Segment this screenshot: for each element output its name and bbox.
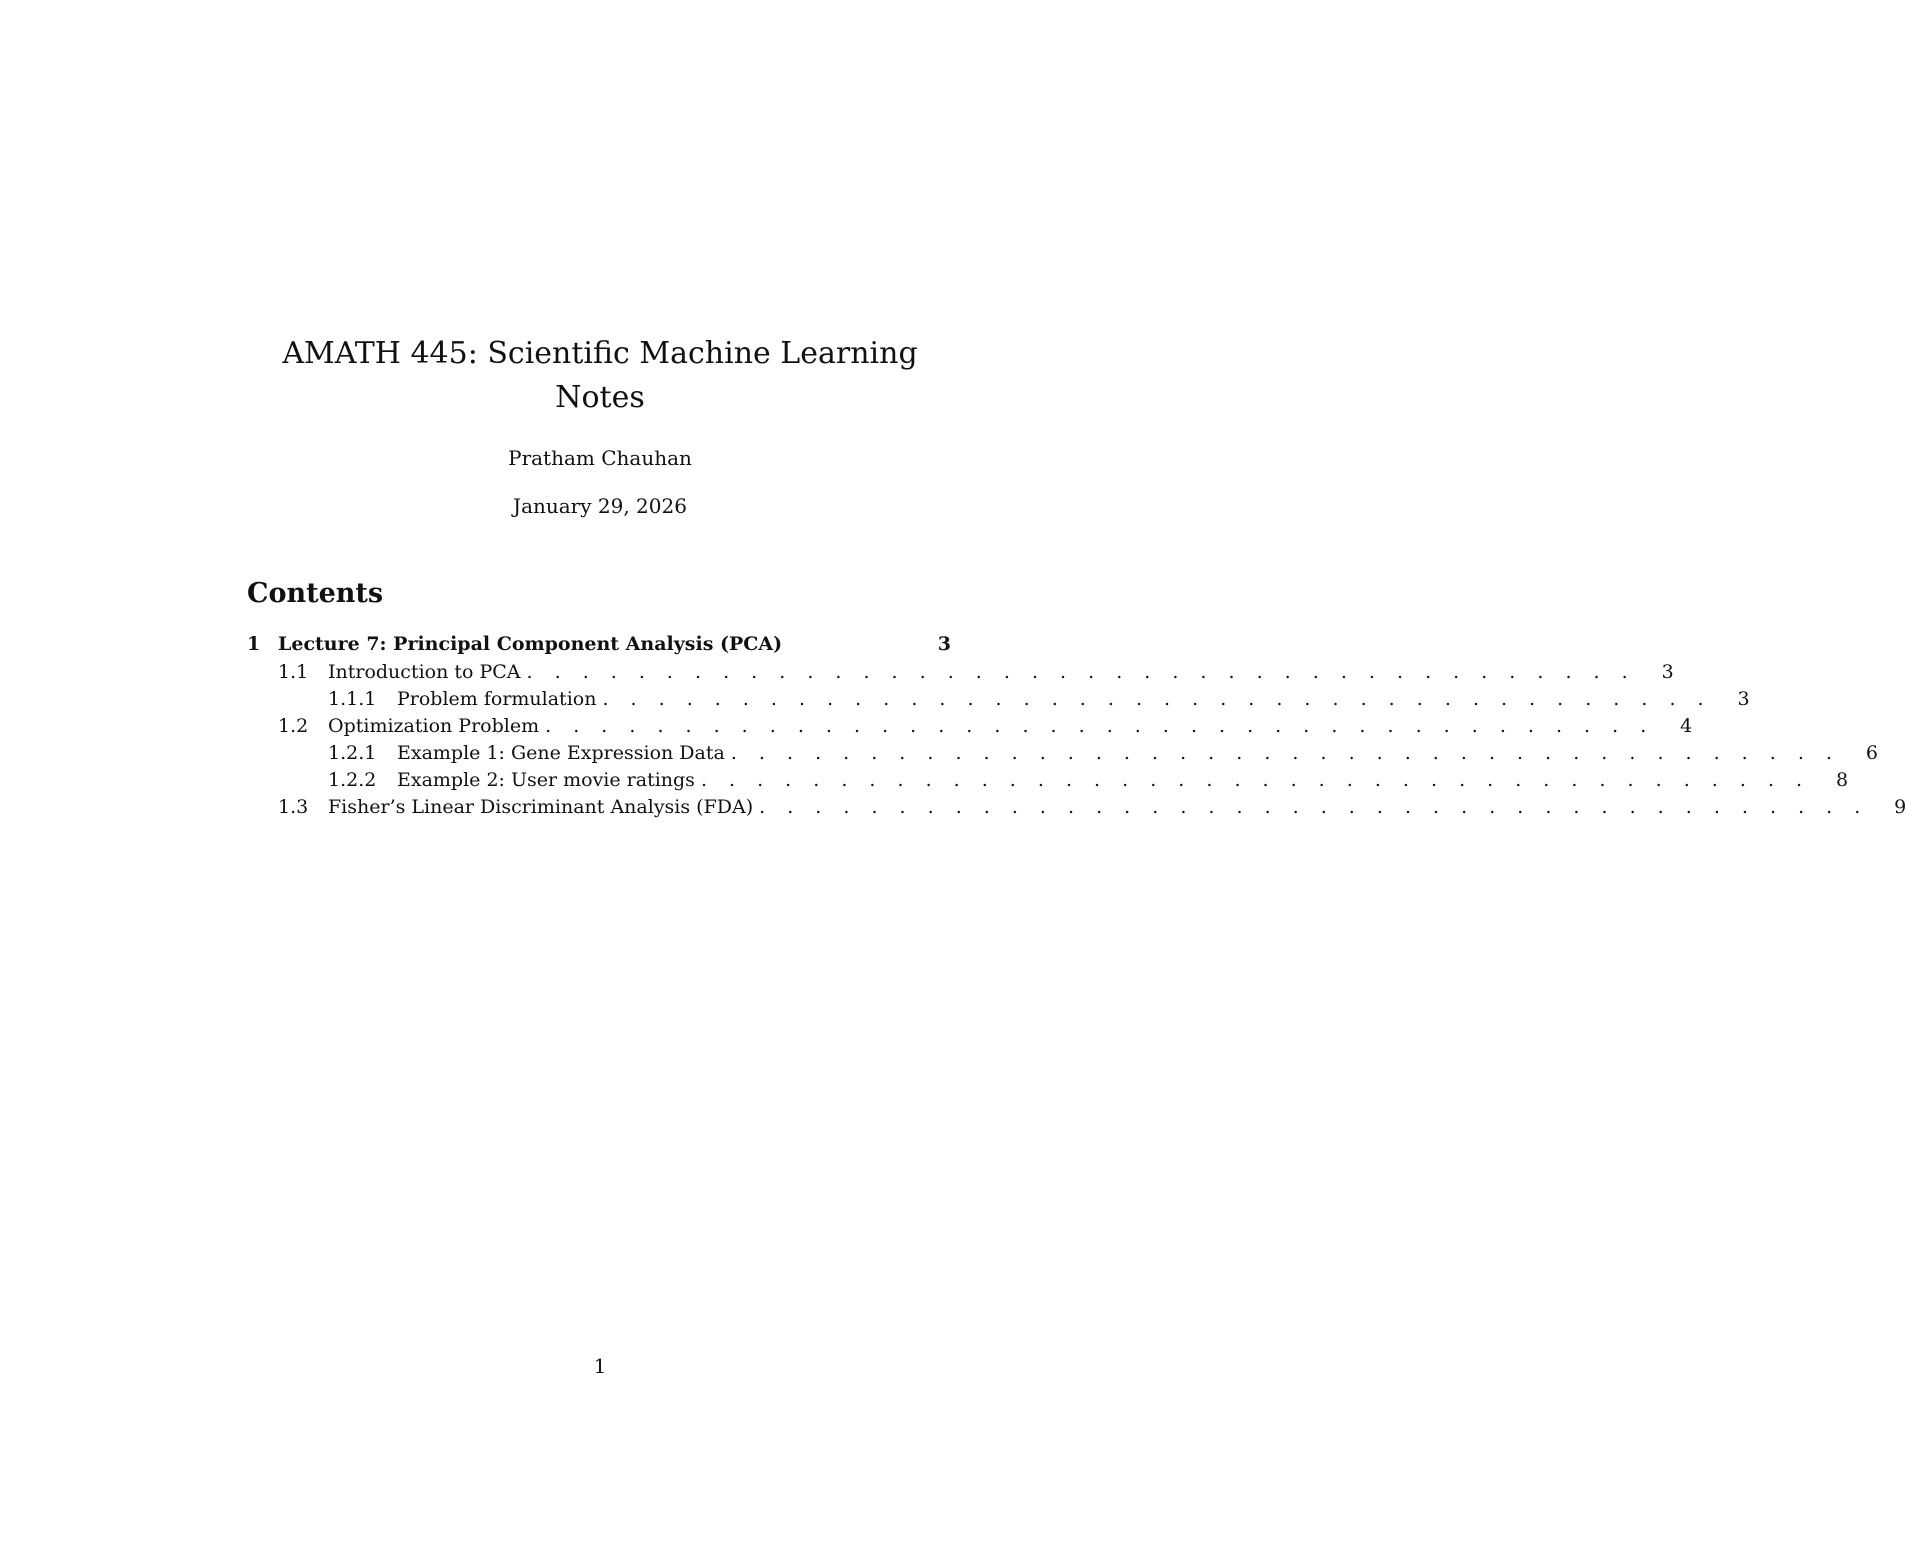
- toc-entry-section-1[interactable]: [247, 630, 951, 658]
- toc-entry-title: Example 2: User movie ratings: [397, 769, 701, 791]
- toc-leader-dots: . . . . . . . . . . . . . . . . . . . . . . . . . . . . . . . . . . . . . . . .: [759, 795, 1869, 818]
- toc-entry-page: 6: [1865, 741, 1878, 764]
- toc-entry-number: 1.2.2: [328, 768, 377, 791]
- toc-leader-dots: . . . . . . . . . . . . . . . . . . . . . . . . . . . . . . . . . . . . . . . .: [545, 714, 1655, 737]
- date: January 29, 2026: [513, 494, 687, 518]
- toc-entry-title: Problem formulation: [397, 688, 602, 710]
- toc-entry-number: 1.3: [278, 795, 309, 818]
- page-number: 1: [593, 1354, 607, 1378]
- toc-entry-subsection-1-3[interactable]: [247, 793, 1906, 820]
- toc-entry-number: 1.2: [278, 714, 309, 737]
- toc-entry-title: Lecture 7: Principal Component Analysis (PCA): [278, 633, 788, 655]
- toc-entry-page: 4: [1680, 714, 1693, 737]
- toc-entry-number: 1.1: [278, 660, 309, 683]
- toc-entry-number: 1.1.1: [328, 687, 377, 710]
- toc-entry-page: 8: [1835, 768, 1849, 791]
- toc-entry-page: 3: [937, 633, 951, 655]
- toc-leader-dots: . . . . . . . . . . . . . . . . . . . . . . . . . . . . . . . . . . . . . . . .: [602, 687, 1712, 710]
- toc-entry-title: Optimization Problem: [328, 715, 545, 737]
- title-line-2: Notes: [555, 380, 645, 415]
- toc-entry-subsection-1-1[interactable]: [247, 658, 1674, 685]
- toc-entry-subsubsection-1-2-1[interactable]: [247, 739, 1878, 766]
- toc-entry-number: 1.2.1: [328, 741, 377, 764]
- toc-entry-title: Fisher’s Linear Discriminant Analysis (FDA): [328, 796, 759, 818]
- contents-heading: Contents: [247, 578, 384, 609]
- toc-entry-page: 3: [1661, 660, 1674, 683]
- title-line-1: AMATH 445: Scientific Machine Learning: [282, 336, 918, 371]
- toc-leader-dots: . . . . . . . . . . . . . . . . . . . . . . . . . . . . . . . . . . . . . . . .: [700, 768, 1811, 791]
- table-of-contents: [247, 630, 1906, 820]
- toc-leader-dots: . . . . . . . . . . . . . . . . . . . . . . . . . . . . . . . . . . . . . . . .: [730, 741, 1840, 764]
- author: Pratham Chauhan: [508, 446, 692, 470]
- toc-entry-title: Example 1: Gene Expression Data: [397, 742, 731, 764]
- toc-entry-page: 3: [1737, 687, 1750, 710]
- toc-entry-page: 9: [1894, 795, 1906, 818]
- toc-leader-dots: . . . . . . . . . . . . . . . . . . . . . . . . . . . . . . . . . . . . . . . .: [526, 660, 1636, 683]
- toc-entry-subsection-1-2[interactable]: [247, 712, 1693, 739]
- toc-entry-number: 1: [247, 633, 261, 655]
- toc-entry-subsubsection-1-1-1[interactable]: [247, 685, 1750, 712]
- toc-entry-subsubsection-1-2-2[interactable]: [247, 766, 1849, 793]
- document-title: [0, 332, 1200, 420]
- toc-entry-title: Introduction to PCA: [328, 661, 527, 683]
